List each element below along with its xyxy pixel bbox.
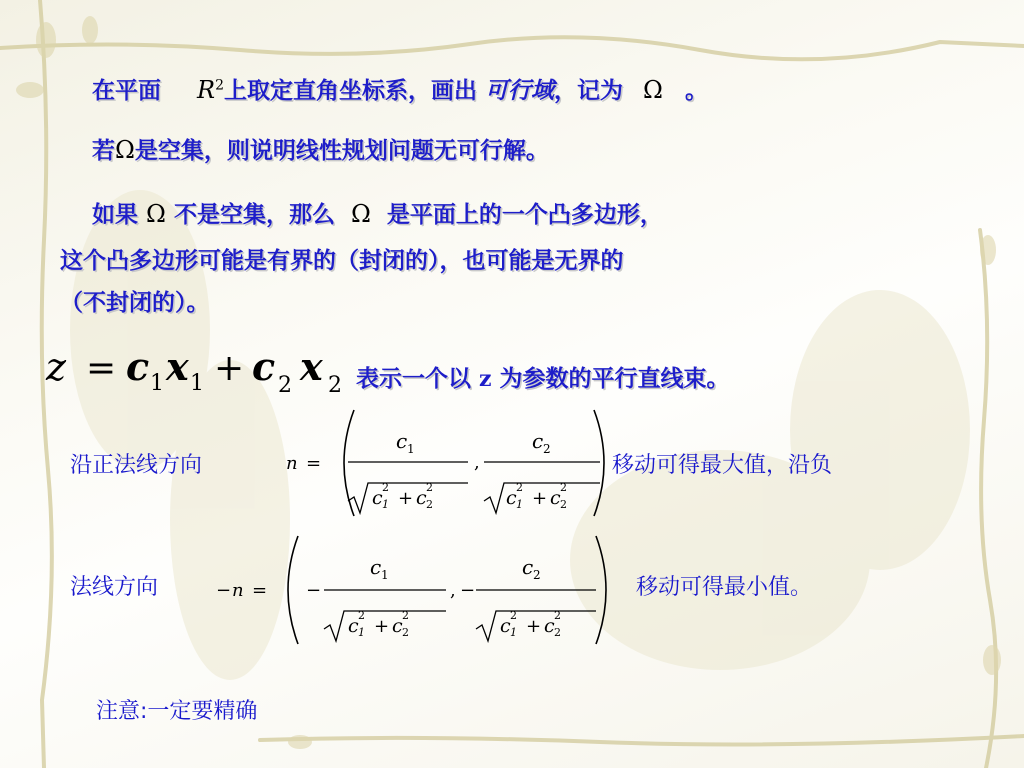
c1-den: c (372, 487, 383, 509)
text-segment: 不是空集，那么 (173, 202, 335, 228)
n-var: n (286, 453, 298, 474)
plus-sign: + (214, 348, 245, 389)
subscript-1: 1 (190, 371, 204, 396)
equals-sign: = (306, 453, 322, 474)
minus-sign: − (460, 580, 476, 601)
sq: 2 (382, 481, 389, 494)
text-segment: 表示一个以 (356, 366, 471, 392)
feasible-region-term: 可行域 (485, 77, 555, 104)
line-not-closed: （不封闭的）。 (60, 290, 210, 316)
R-superscript: 2 (215, 77, 225, 94)
text-segment: 在平面 (92, 78, 161, 104)
text-segment: 若 (92, 138, 115, 164)
sub: 2 (543, 442, 551, 456)
sq: 2 (358, 609, 365, 622)
plus: + (526, 616, 542, 637)
sub: 1 (382, 498, 389, 511)
text-segment: 如果 (92, 202, 138, 228)
c1-numerator: c (370, 555, 382, 579)
omega-symbol: Ω (643, 76, 663, 104)
text-segment: ，记为 (554, 78, 624, 104)
sub: 1 (516, 498, 523, 511)
sub: 1 (358, 626, 365, 639)
omega-symbol: Ω (350, 200, 371, 228)
c2-den: c (416, 487, 427, 509)
c2-den: c (544, 615, 555, 637)
plus: + (532, 488, 548, 509)
sub: 1 (407, 442, 415, 456)
text-segment: 。 (684, 78, 708, 104)
c2-coef: c (252, 344, 276, 389)
text-segment: 是平面上的一个凸多边形， (386, 202, 663, 228)
line-convex-polygon (92, 196, 663, 229)
c2-numerator: c (522, 555, 534, 579)
comma: , (450, 580, 456, 601)
c2-numerator: c (532, 429, 544, 453)
c1-coef: c (126, 344, 150, 389)
negative-normal-vector-formula (212, 532, 612, 648)
normal-vector-formula (282, 406, 614, 520)
sq: 2 (560, 481, 567, 494)
sq: 2 (402, 609, 409, 622)
sub: 2 (533, 568, 541, 582)
omega-symbol: Ω (115, 136, 135, 164)
line-bounded-unbounded: 这个凸多边形可能是有界的（封闭的），也可能是无界的 (60, 248, 624, 274)
plus: + (398, 488, 414, 509)
note-be-precise: 注意:一定要精确 (96, 699, 258, 724)
line-max-direction-right: 移动可得最大值，沿负 (612, 453, 833, 478)
line-max-direction-left: 沿正法线方向 (70, 453, 203, 478)
subscript-2: 2 (278, 373, 292, 398)
subscript-1: 1 (150, 371, 164, 396)
x2-var: x (300, 344, 323, 389)
R-symbol: R (197, 76, 216, 104)
c1-den: c (348, 615, 359, 637)
sub: 1 (510, 626, 517, 639)
text-segment: 上取定直角坐标系，画出 (224, 78, 478, 104)
x1-var: x (166, 344, 189, 389)
line-parallel-lines (356, 360, 730, 393)
c1-numerator: c (396, 429, 408, 453)
omega-symbol: Ω (146, 200, 166, 228)
n-var: n (232, 580, 244, 601)
text-segment: 为参数的平行直线束。 (499, 366, 730, 392)
c2-den: c (550, 487, 561, 509)
line-empty-set (92, 132, 549, 165)
sub: 2 (560, 498, 567, 511)
line-define-feasible-region (92, 72, 708, 105)
sq: 2 (516, 481, 523, 494)
sq: 2 (426, 481, 433, 494)
equals-sign: = (252, 580, 268, 601)
line-min-direction-right: 移动可得最小值。 (636, 575, 813, 600)
comma: , (474, 452, 480, 473)
minus-sign: − (306, 580, 322, 601)
sq: 2 (554, 609, 561, 622)
sub: 2 (426, 498, 433, 511)
line-min-direction-left: 法线方向 (70, 575, 159, 600)
sub: 2 (554, 626, 561, 639)
equals-sign: = (86, 348, 117, 389)
objective-function-formula (42, 338, 362, 400)
z-param: z (479, 366, 492, 392)
minus-sign: − (216, 580, 232, 601)
z-var: z (46, 345, 67, 389)
c2-den: c (392, 615, 403, 637)
sub: 2 (402, 626, 409, 639)
sq: 2 (510, 609, 517, 622)
plus: + (374, 616, 390, 637)
text-segment: 是空集，则说明线性规划问题无可行解。 (134, 138, 549, 164)
sub: 1 (381, 568, 389, 582)
subscript-2: 2 (328, 373, 342, 398)
c1-den: c (500, 615, 511, 637)
c1-den: c (506, 487, 517, 509)
